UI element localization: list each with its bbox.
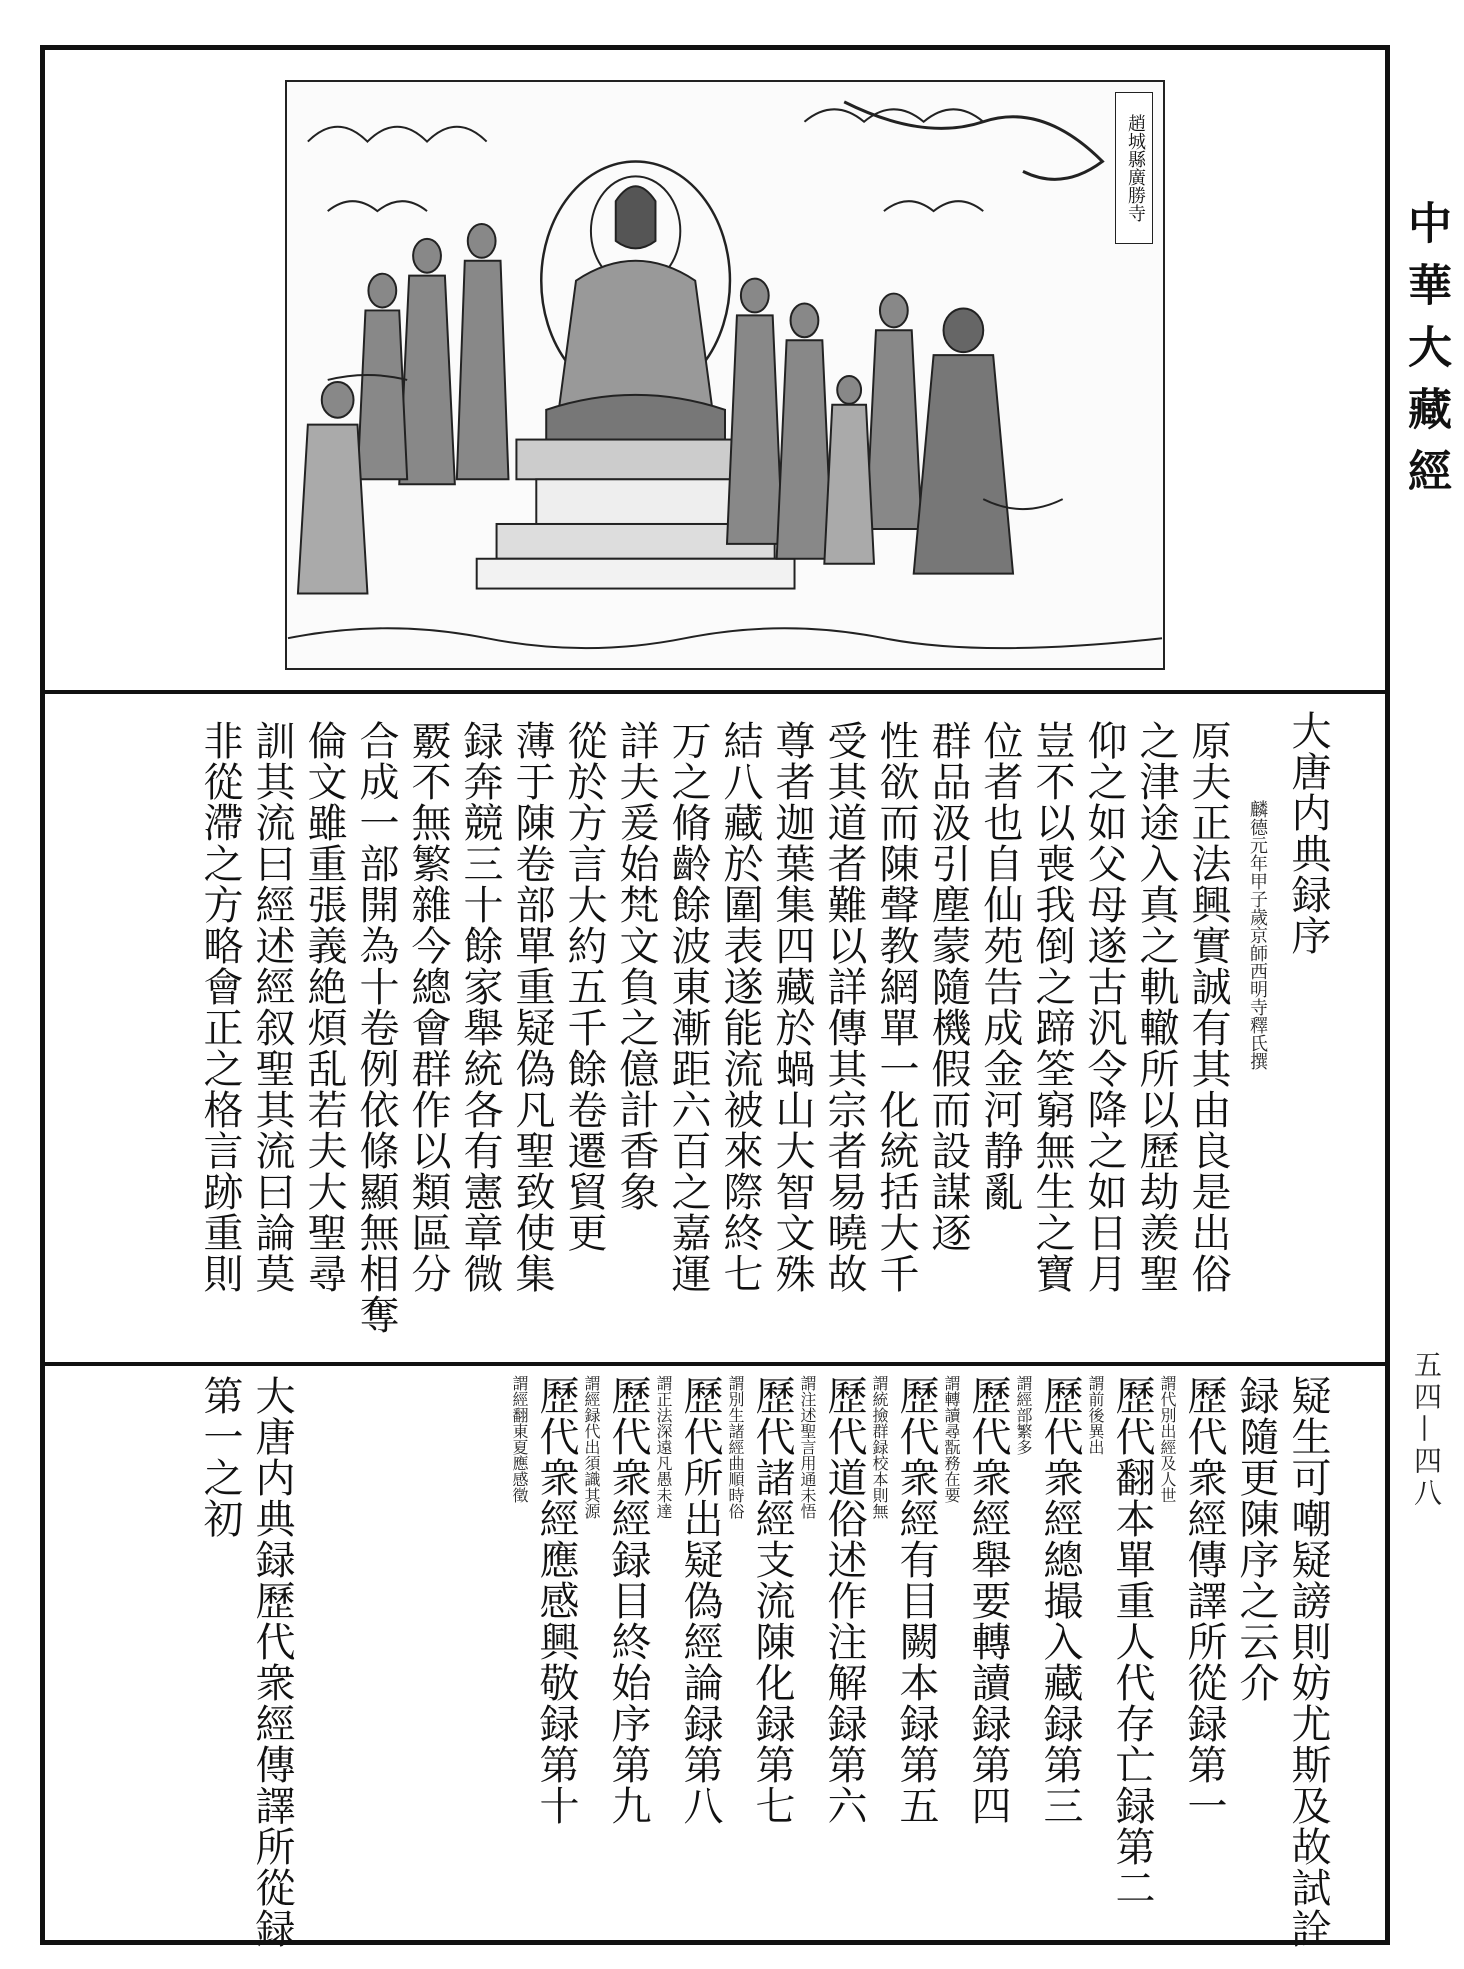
section-divider — [45, 690, 1385, 694]
contents-entry-title: 歷代衆經總撮入藏録第三 — [1037, 1375, 1083, 1826]
preface-line: 覈不無繁雜今總會群作以類區分 — [405, 720, 451, 1294]
contents-intro-line: 録隨更陳序之云介 — [1233, 1375, 1279, 1703]
page-frame — [40, 45, 1390, 1949]
contents-entry-note: 謂別生諸經曲順時俗 — [726, 1375, 745, 1519]
preface-line: 仰之如父母遂古汎令降之如日月 — [1081, 720, 1127, 1294]
buddha-assembly-woodcut — [287, 82, 1163, 668]
contents-entry-title: 歷代衆經有目闕本録第五 — [893, 1375, 939, 1826]
frontispiece-illustration — [285, 80, 1165, 670]
contents-entry-title: 歷代衆經應感興敬録第十 — [533, 1375, 579, 1826]
contents-entry-title: 歷代諸經支流陳化録第七 — [749, 1375, 795, 1826]
contents-closing-line: 第一之初 — [197, 1375, 243, 1539]
preface-title: 大唐内典録序 — [1285, 710, 1331, 956]
contents-entry-note: 謂代別出經及人世 — [1158, 1375, 1177, 1503]
preface-line: 録奔競三十餘家舉統各有憲章微 — [457, 720, 503, 1294]
contents-entry-title: 歷代衆經舉要轉讀録第四 — [965, 1375, 1011, 1826]
preface-line: 非從滯之方略會正之格言跡重則 — [197, 720, 243, 1294]
contents-entry-note: 謂統撿群録校本則無 — [870, 1375, 889, 1519]
preface-line: 性欲而陳聲教網單一化統括大千 — [873, 720, 919, 1294]
contents-entry-note: 謂前後異出 — [1086, 1375, 1105, 1455]
preface-line: 原夫正法興實誠有其由良是出俗 — [1185, 720, 1231, 1294]
temple-label: 趙城縣廣勝寺 — [1115, 92, 1153, 244]
contents-entry-title: 歷代衆經傳譯所從録第一 — [1181, 1375, 1227, 1826]
preface-author: 麟德元年甲子歲京師西明寺釋氏撰 — [1247, 800, 1268, 1070]
preface-line: 万之脩齡餘波東漸距六百之嘉運 — [665, 720, 711, 1294]
contents-entry-title: 歷代衆經録目終始序第九 — [605, 1375, 651, 1826]
contents-entry-title: 歷代道俗述作注解録第六 — [821, 1375, 867, 1826]
contents-entry-note: 謂正法深遠凡愚未達 — [654, 1375, 673, 1519]
preface-line: 倫文雖重張義絶煩乱若夫大聖尋 — [301, 720, 347, 1294]
preface-line: 受其道者難以詳傳其宗者易曉故 — [821, 720, 867, 1294]
preface-line: 訓其流曰經述經叙聖其流曰論莫 — [249, 720, 295, 1294]
preface-line: 豈不以喪我倒之蹄筌窮無生之寶 — [1029, 720, 1075, 1294]
contents-entry-title: 歷代翻本單重人代存亡録第二 — [1109, 1375, 1155, 1908]
contents-closing-line: 大唐内典録歷代衆經傳譯所從録 — [249, 1375, 295, 1949]
contents-entry-note: 謂經録代出須識其源 — [582, 1375, 601, 1519]
contents-entry-note: 謂轉讀尋翫務在要 — [942, 1375, 961, 1503]
preface-line: 位者也自仙苑告成金河静亂 — [977, 720, 1023, 1212]
contents-entry-note: 謂注述聖言用通未悟 — [798, 1375, 817, 1519]
collection-title: 中華大藏經 — [1400, 200, 1451, 510]
preface-line: 結八藏於圍表遂能流被來際終七 — [717, 720, 763, 1294]
contents-entry-title: 歷代所出疑偽經論録第八 — [677, 1375, 723, 1826]
contents-entry-note: 謂經翻東夏應感徵 — [510, 1375, 529, 1503]
preface-line: 群品汲引塵蒙隨機假而設謀逐 — [925, 720, 971, 1253]
preface-line: 詳夫爰始梵文負之億計香象 — [613, 720, 659, 1212]
preface-line: 尊者迦葉集四藏於蝸山大智文殊 — [769, 720, 815, 1294]
contents-intro-line: 疑生可嘲疑謗則妨尤斯及故試詮 — [1285, 1375, 1331, 1949]
section-divider — [45, 1362, 1385, 1366]
contents-entry-note: 謂經部繁多 — [1014, 1375, 1033, 1455]
page-number: 五四—四八 — [1410, 1350, 1443, 1510]
preface-line: 從於方言大約五千餘卷遷貿更 — [561, 720, 607, 1253]
preface-line: 之津途入真之軌轍所以歷劫羨聖 — [1133, 720, 1179, 1294]
preface-line: 合成一部開為十卷例依條顯無相奪 — [353, 720, 399, 1335]
preface-line: 薄于陳卷部單重疑偽凡聖致使集 — [509, 720, 555, 1294]
